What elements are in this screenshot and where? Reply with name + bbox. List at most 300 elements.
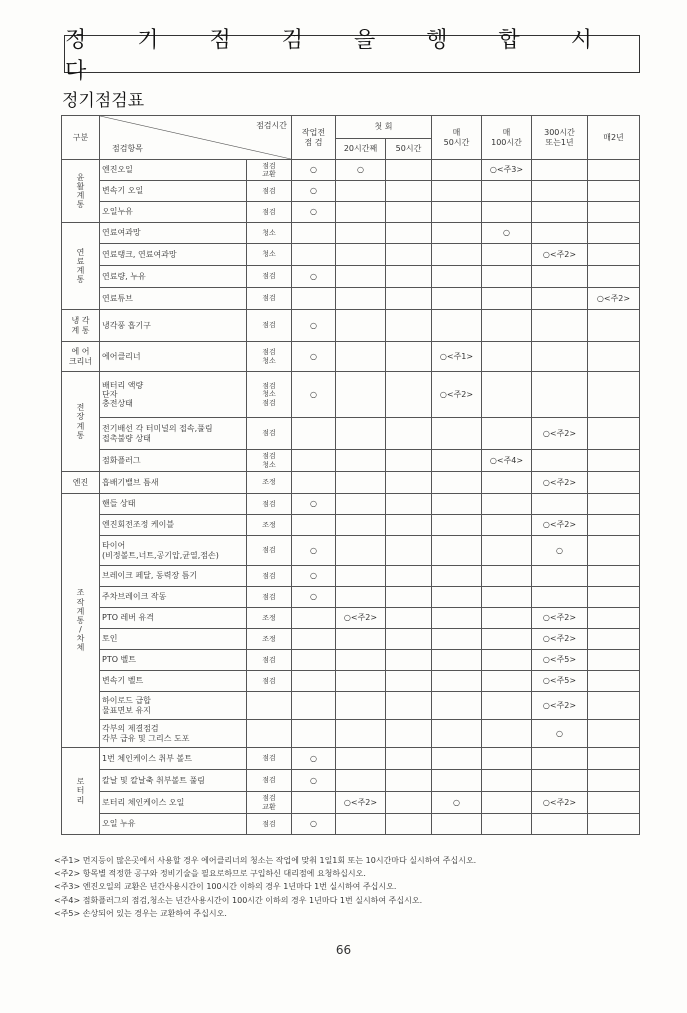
table-row — [62, 536, 640, 566]
schedule-mark: ○<주2> — [532, 472, 588, 494]
schedule-mark — [292, 418, 336, 450]
table-row — [62, 472, 640, 494]
category-label: 로 터 리 — [62, 748, 100, 835]
footnotes — [54, 854, 654, 920]
schedule-mark — [336, 450, 386, 472]
schedule-mark — [336, 720, 386, 748]
schedule-mark — [386, 650, 432, 671]
inspection-item: 각부의 제결점검 각부 급유 및 그리스 도포 — [100, 720, 247, 748]
table-row — [62, 342, 640, 372]
schedule-mark: ○ — [292, 160, 336, 181]
schedule-mark — [532, 494, 588, 515]
schedule-mark — [482, 181, 532, 202]
schedule-mark — [482, 244, 532, 266]
category-label: 조 작 계 통 / 차 체 — [62, 494, 100, 748]
inspection-action: 점검 — [247, 288, 292, 310]
schedule-mark — [292, 472, 336, 494]
schedule-mark: ○<주2> — [588, 288, 640, 310]
schedule-mark — [432, 515, 482, 536]
schedule-mark — [292, 692, 336, 720]
inspection-table — [61, 115, 640, 835]
schedule-mark — [432, 629, 482, 650]
schedule-mark: ○ — [482, 223, 532, 244]
schedule-mark — [432, 770, 482, 792]
inspection-item: 토인 — [100, 629, 247, 650]
inspection-item: PTO 벨트 — [100, 650, 247, 671]
schedule-mark — [588, 629, 640, 650]
header-time: 점검시간 — [256, 121, 287, 130]
schedule-mark — [482, 494, 532, 515]
schedule-mark — [588, 671, 640, 692]
schedule-mark — [386, 536, 432, 566]
schedule-mark — [482, 372, 532, 418]
inspection-item: 전기배선 각 터미널의 접속,풀림 접촉불량 상태 — [100, 418, 247, 450]
inspection-item: 배터리 액량 단자 충전상태 — [100, 372, 247, 418]
inspection-item: 에어클리너 — [100, 342, 247, 372]
schedule-mark — [432, 748, 482, 770]
schedule-mark — [432, 202, 482, 223]
table-row — [62, 692, 640, 720]
schedule-mark — [482, 792, 532, 814]
schedule-mark — [336, 372, 386, 418]
inspection-item: 브레이크 페달, 동력장 틈기 — [100, 566, 247, 587]
schedule-mark: ○<주4> — [482, 450, 532, 472]
table-row — [62, 792, 640, 814]
schedule-mark — [336, 494, 386, 515]
schedule-mark — [336, 342, 386, 372]
schedule-mark — [482, 629, 532, 650]
schedule-mark — [386, 629, 432, 650]
inspection-action: 점검 — [247, 310, 292, 342]
schedule-mark — [588, 160, 640, 181]
schedule-mark — [432, 160, 482, 181]
inspection-item: 흡배기밸브 틈새 — [100, 472, 247, 494]
table-row — [62, 515, 640, 536]
header-every-100: 매 100시간 — [482, 116, 532, 160]
schedule-mark — [386, 792, 432, 814]
schedule-mark — [532, 770, 588, 792]
schedule-mark — [292, 450, 336, 472]
inspection-item: 타이어 (비정볼트,너트,공기압,균열,점손) — [100, 536, 247, 566]
schedule-mark — [482, 587, 532, 608]
schedule-mark — [336, 814, 386, 835]
schedule-mark — [482, 650, 532, 671]
schedule-mark — [386, 450, 432, 472]
schedule-mark — [432, 244, 482, 266]
inspection-item: 점화플러그 — [100, 450, 247, 472]
table-row — [62, 160, 640, 181]
schedule-mark — [482, 266, 532, 288]
schedule-mark — [482, 608, 532, 629]
schedule-mark — [386, 372, 432, 418]
schedule-mark — [532, 814, 588, 835]
schedule-mark — [588, 450, 640, 472]
footnote-3: <주3> 엔진오일의 교환은 년간사용시간이 100시간 이하의 경우 1년마다 1번 실시하여 주십시오. — [54, 882, 397, 892]
schedule-mark — [292, 792, 336, 814]
schedule-mark: ○ — [532, 720, 588, 748]
schedule-mark — [432, 566, 482, 587]
schedule-mark — [432, 536, 482, 566]
table-row — [62, 450, 640, 472]
inspection-item: 오일누유 — [100, 202, 247, 223]
schedule-mark — [336, 244, 386, 266]
category-label: 윤 활 계 통 — [62, 160, 100, 223]
schedule-mark — [532, 223, 588, 244]
schedule-mark: ○<주5> — [532, 671, 588, 692]
schedule-mark — [482, 566, 532, 587]
inspection-action: 점검 — [247, 418, 292, 450]
table-row — [62, 650, 640, 671]
schedule-mark — [386, 266, 432, 288]
inspection-item: 1번 체인케이스 취부 볼트 — [100, 748, 247, 770]
schedule-mark: ○ — [292, 202, 336, 223]
schedule-mark — [292, 671, 336, 692]
table-row — [62, 181, 640, 202]
inspection-action: 청소 — [247, 223, 292, 244]
schedule-mark — [482, 310, 532, 342]
schedule-mark — [432, 720, 482, 748]
schedule-mark — [292, 288, 336, 310]
schedule-mark — [386, 770, 432, 792]
inspection-item: 연료튜브 — [100, 288, 247, 310]
schedule-mark — [292, 244, 336, 266]
schedule-mark — [588, 650, 640, 671]
table-row — [62, 202, 640, 223]
table-row — [62, 372, 640, 418]
category-label: 전 장 계 통 — [62, 372, 100, 472]
section-title: 정기점검표 — [62, 91, 145, 111]
header-before-work: 작업전 점 검 — [292, 116, 336, 160]
schedule-mark: ○ — [292, 566, 336, 587]
schedule-mark — [336, 770, 386, 792]
schedule-mark: ○ — [532, 536, 588, 566]
schedule-mark — [532, 342, 588, 372]
inspection-action: 조정 — [247, 515, 292, 536]
table-row — [62, 814, 640, 835]
inspection-action: 점검 — [247, 181, 292, 202]
schedule-mark — [336, 566, 386, 587]
schedule-mark — [532, 160, 588, 181]
schedule-mark — [432, 450, 482, 472]
schedule-mark — [482, 748, 532, 770]
schedule-mark: ○<주2> — [532, 629, 588, 650]
schedule-mark — [432, 288, 482, 310]
schedule-mark: ○ — [292, 748, 336, 770]
schedule-mark — [432, 608, 482, 629]
schedule-mark: ○ — [292, 814, 336, 835]
schedule-mark: ○<주2> — [532, 244, 588, 266]
schedule-mark: ○<주2> — [336, 792, 386, 814]
category-label: 엔진 — [62, 472, 100, 494]
schedule-mark — [432, 814, 482, 835]
schedule-mark: ○ — [292, 494, 336, 515]
schedule-mark — [532, 288, 588, 310]
schedule-mark: ○ — [292, 266, 336, 288]
schedule-mark: ○ — [292, 536, 336, 566]
schedule-mark — [588, 515, 640, 536]
schedule-mark — [432, 418, 482, 450]
inspection-item: 칼날 및 칼날축 취부볼트 풀림 — [100, 770, 247, 792]
schedule-mark: ○ — [292, 587, 336, 608]
schedule-mark — [588, 748, 640, 770]
inspection-action: 점검 — [247, 494, 292, 515]
inspection-action: 점검 — [247, 536, 292, 566]
schedule-mark — [386, 223, 432, 244]
footnote-2: <주2> 항목별 적정한 공구와 정비기술을 필요로하므로 구입하신 대리점에 요청하십시오. — [54, 869, 366, 879]
inspection-action: 점검 — [247, 566, 292, 587]
schedule-mark — [386, 244, 432, 266]
inspection-item: 핸들 상태 — [100, 494, 247, 515]
inspection-action — [247, 692, 292, 720]
schedule-mark — [588, 792, 640, 814]
table-row — [62, 266, 640, 288]
schedule-mark: ○<주2> — [532, 515, 588, 536]
schedule-mark — [336, 223, 386, 244]
schedule-mark — [532, 372, 588, 418]
schedule-mark — [588, 310, 640, 342]
schedule-mark — [482, 202, 532, 223]
schedule-mark — [292, 608, 336, 629]
header-first-20h: 20시간째 — [336, 139, 386, 160]
schedule-mark: ○<주2> — [532, 792, 588, 814]
schedule-mark — [532, 310, 588, 342]
category-label: 냉 각 계 통 — [62, 310, 100, 342]
schedule-mark — [482, 814, 532, 835]
schedule-mark — [588, 342, 640, 372]
schedule-mark — [532, 202, 588, 223]
inspection-action: 점검 — [247, 770, 292, 792]
inspection-item: 엔진회전조정 케이블 — [100, 515, 247, 536]
table-row — [62, 587, 640, 608]
schedule-mark — [386, 342, 432, 372]
schedule-mark: ○<주5> — [532, 650, 588, 671]
schedule-mark — [588, 494, 640, 515]
inspection-item: 연료여과망 — [100, 223, 247, 244]
inspection-item: 변속기 오일 — [100, 181, 247, 202]
inspection-item: 변속기 벨트 — [100, 671, 247, 692]
schedule-mark — [482, 288, 532, 310]
schedule-mark — [588, 472, 640, 494]
schedule-mark — [532, 181, 588, 202]
table-row — [62, 748, 640, 770]
schedule-mark — [588, 587, 640, 608]
inspection-item: 연료탱크, 연료여과망 — [100, 244, 247, 266]
header-item-time — [100, 116, 292, 160]
inspection-action: 점검 청소 — [247, 450, 292, 472]
header-every-50: 매 50시간 — [432, 116, 482, 160]
schedule-mark — [386, 720, 432, 748]
schedule-mark: ○ — [292, 181, 336, 202]
schedule-mark — [432, 266, 482, 288]
schedule-mark — [482, 342, 532, 372]
schedule-mark — [386, 494, 432, 515]
schedule-mark — [588, 814, 640, 835]
table-row — [62, 223, 640, 244]
schedule-mark: ○<주3> — [482, 160, 532, 181]
footnote-4: <주4> 점화플러그의 점검,청소는 년간사용시간이 100시간 이하의 경우 1년마다 1번 실시하여 주십시오. — [54, 895, 423, 905]
schedule-mark — [588, 372, 640, 418]
inspection-item: 주차브레이크 작동 — [100, 587, 247, 608]
inspection-action: 점검 — [247, 671, 292, 692]
schedule-mark — [292, 650, 336, 671]
schedule-mark — [386, 692, 432, 720]
table-row — [62, 770, 640, 792]
table-row — [62, 566, 640, 587]
schedule-mark — [532, 450, 588, 472]
schedule-mark — [336, 629, 386, 650]
header-300h-year: 300시간 또는1년 — [532, 116, 588, 160]
table-row — [62, 310, 640, 342]
schedule-mark — [386, 472, 432, 494]
footnote-1: <주1> 먼지등이 많은곳에서 사용할 경우 에어클리너의 청소는 작업에 맞춰 1일1회 또는 10시간마다 실시하여 주십시오. — [54, 856, 477, 865]
schedule-mark — [336, 288, 386, 310]
header-first-50h: 50시간 — [386, 139, 432, 160]
schedule-mark — [386, 587, 432, 608]
inspection-action: 조정 — [247, 608, 292, 629]
schedule-mark — [386, 566, 432, 587]
schedule-mark — [336, 587, 386, 608]
schedule-mark: ○<주2> — [532, 608, 588, 629]
header-first: 첫 회 — [336, 116, 432, 139]
schedule-mark: ○<주2> — [336, 608, 386, 629]
schedule-mark — [386, 288, 432, 310]
schedule-mark — [386, 310, 432, 342]
schedule-mark: ○<주2> — [532, 418, 588, 450]
schedule-mark: ○ — [432, 792, 482, 814]
schedule-mark — [336, 671, 386, 692]
page-banner: 정 기 점 검 을 행 합 시 다 — [64, 35, 640, 73]
schedule-mark — [336, 202, 386, 223]
schedule-mark — [336, 472, 386, 494]
inspection-action: 점검 — [247, 748, 292, 770]
inspection-item: 오일 누유 — [100, 814, 247, 835]
schedule-mark — [292, 629, 336, 650]
category-label: 에 어 크리너 — [62, 342, 100, 372]
schedule-mark — [336, 515, 386, 536]
schedule-mark: ○<주1> — [432, 342, 482, 372]
inspection-action: 점검 청소 점검 — [247, 372, 292, 418]
inspection-action: 점검 교환 — [247, 160, 292, 181]
schedule-mark — [588, 418, 640, 450]
table-body — [62, 160, 640, 835]
schedule-mark — [336, 181, 386, 202]
inspection-action: 점검 청소 — [247, 342, 292, 372]
schedule-mark — [482, 472, 532, 494]
schedule-mark — [588, 244, 640, 266]
schedule-mark — [482, 692, 532, 720]
schedule-mark: ○<주2> — [532, 692, 588, 720]
schedule-mark — [482, 515, 532, 536]
schedule-mark — [588, 202, 640, 223]
table-row — [62, 244, 640, 266]
schedule-mark: ○ — [292, 310, 336, 342]
schedule-mark — [532, 748, 588, 770]
schedule-mark — [292, 223, 336, 244]
schedule-mark — [432, 472, 482, 494]
schedule-mark — [386, 671, 432, 692]
schedule-mark — [432, 650, 482, 671]
schedule-mark — [482, 671, 532, 692]
schedule-mark — [588, 720, 640, 748]
schedule-mark — [386, 181, 432, 202]
schedule-mark — [386, 748, 432, 770]
table-row — [62, 494, 640, 515]
schedule-mark — [588, 536, 640, 566]
schedule-mark — [336, 748, 386, 770]
schedule-mark — [336, 536, 386, 566]
schedule-mark: ○ — [292, 342, 336, 372]
schedule-mark: ○ — [292, 770, 336, 792]
schedule-mark — [588, 608, 640, 629]
schedule-mark — [336, 418, 386, 450]
schedule-mark — [588, 181, 640, 202]
schedule-mark: ○ — [336, 160, 386, 181]
table-row — [62, 671, 640, 692]
schedule-mark: ○<주2> — [432, 372, 482, 418]
page-number: 66 — [335, 943, 352, 957]
inspection-item: 엔진오일 — [100, 160, 247, 181]
inspection-item: 냉각풍 흡기구 — [100, 310, 247, 342]
inspection-item: 하이로드 급합 물표면보 유지 — [100, 692, 247, 720]
schedule-mark — [432, 692, 482, 720]
schedule-mark — [532, 266, 588, 288]
schedule-mark — [386, 202, 432, 223]
schedule-mark — [432, 223, 482, 244]
inspection-item: PTO 레버 유격 — [100, 608, 247, 629]
schedule-mark — [292, 515, 336, 536]
schedule-mark — [336, 692, 386, 720]
schedule-mark — [482, 418, 532, 450]
schedule-mark: ○ — [292, 372, 336, 418]
schedule-mark — [386, 515, 432, 536]
schedule-mark — [292, 720, 336, 748]
inspection-action: 점검 교환 — [247, 792, 292, 814]
inspection-action: 청소 — [247, 244, 292, 266]
schedule-mark — [482, 770, 532, 792]
schedule-mark — [432, 181, 482, 202]
table-row — [62, 608, 640, 629]
table-row — [62, 629, 640, 650]
table-row — [62, 418, 640, 450]
inspection-item: 로터리 체인케이스 오일 — [100, 792, 247, 814]
schedule-mark — [336, 266, 386, 288]
header-every-2year: 매2년 — [588, 116, 640, 160]
schedule-mark — [482, 720, 532, 748]
schedule-mark — [588, 770, 640, 792]
schedule-mark — [588, 566, 640, 587]
schedule-mark — [336, 310, 386, 342]
inspection-item: 연료량, 누유 — [100, 266, 247, 288]
category-label: 연 료 계 통 — [62, 223, 100, 310]
schedule-mark — [336, 650, 386, 671]
schedule-mark — [432, 494, 482, 515]
inspection-action: 조정 — [247, 629, 292, 650]
schedule-mark — [386, 418, 432, 450]
inspection-action: 조정 — [247, 472, 292, 494]
schedule-mark — [482, 536, 532, 566]
schedule-mark — [432, 671, 482, 692]
table-row — [62, 720, 640, 748]
schedule-mark — [588, 692, 640, 720]
table-row — [62, 288, 640, 310]
inspection-action: 점검 — [247, 587, 292, 608]
header-item: 점검항목 — [112, 143, 143, 153]
inspection-action: 점검 — [247, 266, 292, 288]
schedule-mark — [432, 587, 482, 608]
schedule-mark — [386, 608, 432, 629]
schedule-mark — [588, 223, 640, 244]
footnote-5: <주5> 손상되어 있는 경우는 교환하여 주십시오. — [54, 908, 227, 918]
